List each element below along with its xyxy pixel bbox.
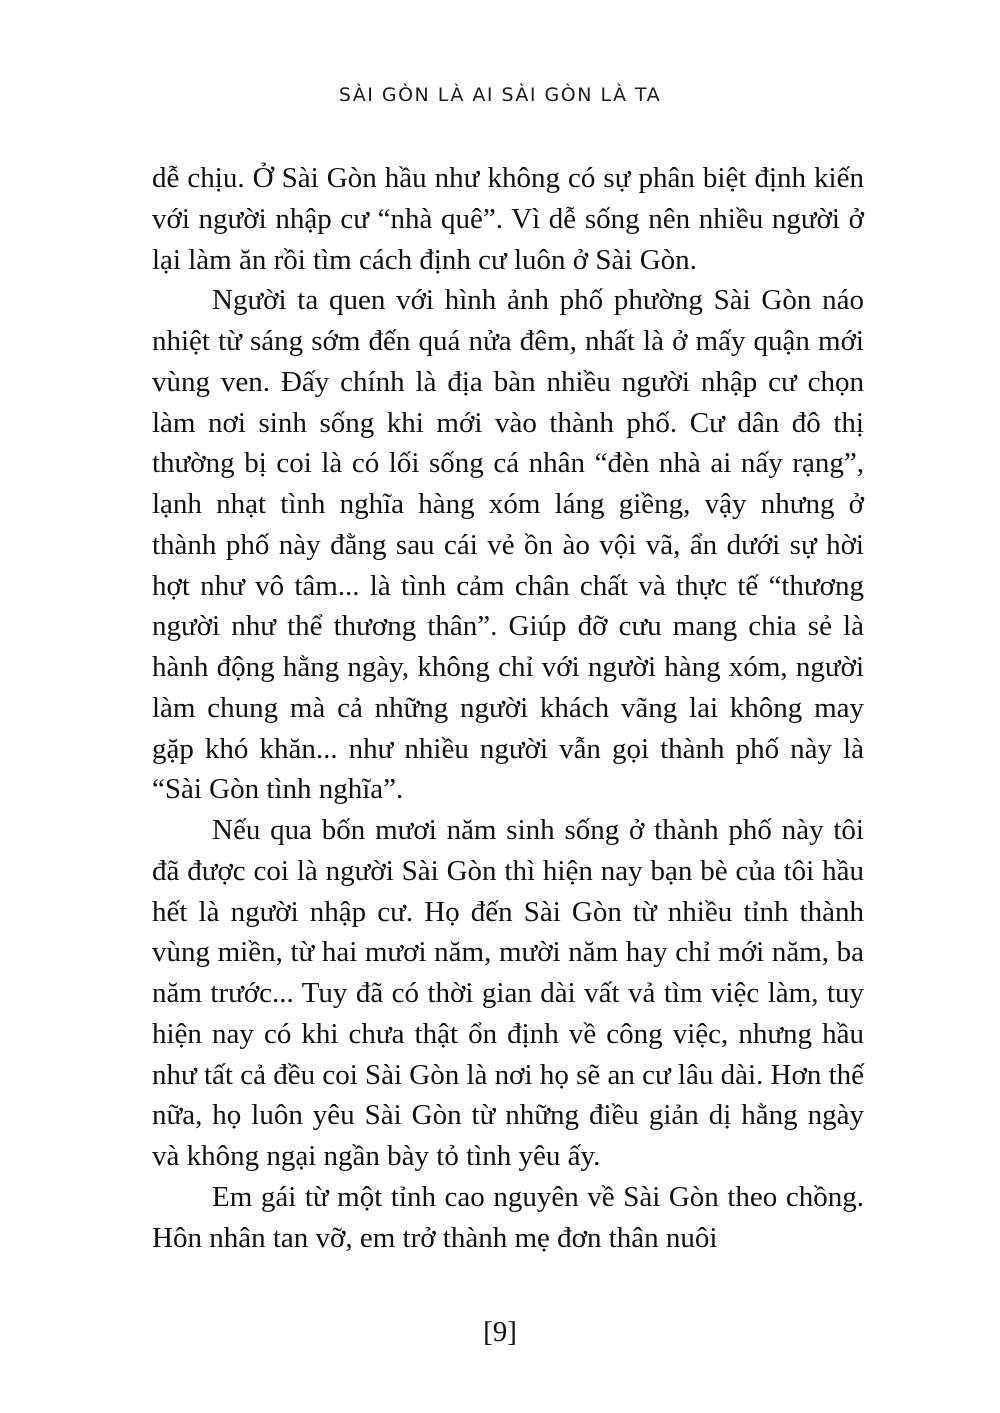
paragraph-continuation: dễ chịu. Ở Sài Gòn hầu như không có sự phân biệt định kiến với người nhập cư “nhà quê”. Vì dễ sống nên nhiều người ở lại làm ăn rồi tìm cách định cư luôn ở Sài Gòn.: [152, 162, 864, 276]
paragraph: Nếu qua bốn mươi năm sinh sống ở thành phố này tôi đã được coi là người Sài Gòn thì hiện nay bạn bè của tôi hầu hết là người nhập cư. Họ đến Sài Gòn từ nhiều tỉnh thành vùng miền, từ hai mươi năm, mười năm hay chỉ mới năm, ba năm trước... Tuy đã có thời gian dài vất vả tìm việc làm, tuy hiện nay có khi chưa thật ổn định về công việc, nhưng hầu như tất cả đều coi Sài Gòn là nơi họ sẽ an cư lâu dài. Hơn thế nữa, họ luôn yêu Sài Gòn từ những điều giản dị hằng ngày và không ngại ngần bày tỏ tình yêu ấy.: [152, 814, 865, 1172]
paragraph: Người ta quen với hình ảnh phố phường Sài Gòn náo nhiệt từ sáng sớm đến quá nửa đêm, nhất là ở mấy quận mới vùng ven. Đấy chính là địa bàn nhiều người nhập cư chọn làm nơi sinh sống khi mới vào thành phố. Cư dân đô thị thường bị coi là có lối sống cá nhân “đèn nhà ai nấy rạng”, lạnh nhạt tình nghĩa hàng xóm láng giềng, vậy nhưng ở thành phố này đằng sau cái vẻ ồn ào vội vã, ẩn dưới sự hời hợt như vô tâm... là tình cảm chân chất và thực tế “thương người như thể thương thân”. Giúp đỡ cưu mang chia sẻ là hành động hằng ngày, không chỉ với người hàng xóm, người làm chung mà cả những người khách vãng lai không may gặp khó khăn... như nhiều người vẫn gọi thành phố này là “Sài Gòn tình nghĩa”.: [152, 284, 864, 806]
page-number: [9]: [483, 1316, 517, 1348]
body-text: [152, 158, 864, 1258]
running-header: SÀI GÒN LÀ AI SÀI GÒN LÀ TA: [338, 84, 662, 106]
paragraph: Em gái từ một tỉnh cao nguyên về Sài Gòn theo chồng. Hôn nhân tan vỡ, em trở thành mẹ đơn thân nuôi: [152, 1180, 864, 1254]
